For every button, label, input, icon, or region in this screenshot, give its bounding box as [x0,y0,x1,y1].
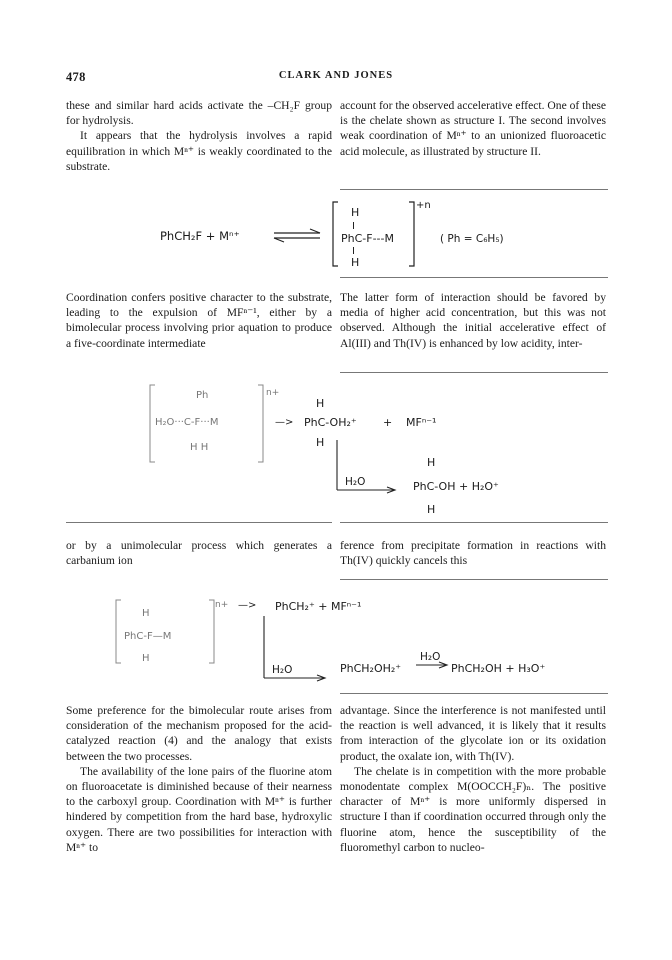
reactant-text: PhCH₂F + Mⁿ⁺ [160,229,240,243]
paragraph: or by a unimolecular process which generates a carbanium ion [66,539,332,568]
top-hydrogen: H [316,397,325,410]
paragraph: It appears that the hydrolysis involves a rapid equilibration in which Mⁿ⁺ is weakly coordinated to the substrate. [66,129,332,173]
carbonium-ion: PhCH₂⁺ + MFⁿ⁻¹ [275,600,362,613]
bottom-hydrogen: H [316,436,325,449]
protonated-alcohol: PhCH₂OH₂⁺ [340,662,402,675]
bracket-right [209,600,214,663]
column-rule [340,693,608,694]
water-label: H₂O [272,664,293,676]
bottom-hydrogen: H [351,256,360,269]
final-products: PhCH₂OH + H₃O⁺ [451,662,546,675]
page-number: 478 [66,70,86,84]
fluoride-complex: PhC-F—M [124,631,172,642]
paragraph: The chelate is in competition with the more probable monodentate complex M(OOCCH₂F)ₙ. The positive character of Mⁿ⁺ is more uniformly dispersed in structure I than if coordination occurred through only the fluorine atom, hence the susceptibility of the fluoromethyl carbon to nucleo- [340,764,606,854]
aquated-ring: H₂O···C-F···M [155,417,219,428]
top-hydrogen: H [351,206,360,219]
product-bottom-hydrogen: H [427,503,436,516]
water-label: H₂O [345,476,366,488]
phenyl-label: Ph [196,390,209,401]
bracket-left [116,600,121,663]
paragraph: Coordination confers positive character to the substrate, leading to the expulsion of MFⁿ⁻¹, either by a bimolecular process involving prior aquation to produce a five-coordinate intermediate [66,291,332,350]
paragraph: The availability of the lone pairs of the fluorine atom on fluoroacetate is diminished because of their nearness to the carboxyl group. Coordination with Mⁿ⁺ is further hindered by competition from the hard base, hydroxylic oxygen. There are two possibilities for interaction with Mⁿ⁺ to [66,764,332,854]
phenyl-note: ( Ph = C₆H₅) [440,233,504,245]
top-hydrogen: H [142,608,150,619]
charge-label: n+ [215,600,229,610]
paragraph: advantage. Since the interference is not manifested until the reaction is well advanced, it is likely that it results from interaction of the glycolate ion or its oxidation product, the oxalate ion, with Th(IV). [340,704,606,763]
charge-label: +n [416,200,431,211]
product-top-hydrogen: H [427,456,436,469]
charge-label: n+ [266,388,280,398]
paragraph: Some preference for the bimolecular route arises from consideration of the mechanism proposed for the acid-catalyzed reaction (4) and the analogy that exists between the two processes. [66,704,332,763]
metal-fluoride: MFⁿ⁻¹ [406,416,437,429]
reaction-arrow: —> [238,600,257,611]
paragraph: The latter form of interaction should be favored by media of higher acid concentration, but this was not observed. Although the initial accelerative effect of Al(III) and Th(IV) is enhanced by low acidity, inter- [340,291,606,350]
running-head: CLARK AND JONES [278,70,394,81]
ring-hydrogens: H H [190,442,209,453]
paragraph: account for the observed accelerative effect. One of these is the chelate shown as structure I. The second involves weak coordination of Mⁿ⁺ to an unionized fluoroacetic acid molecule, as illustrated by structure II. [340,99,606,158]
alcohol-product: PhC-OH + H₂O⁺ [413,480,499,493]
water-label-2: H₂O [420,651,441,663]
paragraph: these and similar hard acids activate the –CH₂F group for hydrolysis. [66,99,332,128]
bond-mark: I [352,221,355,232]
center-group: PhC-F---M [341,232,394,245]
bottom-hydrogen: H [142,653,150,664]
right-column-paragraphs-4 [340,703,606,855]
oxonium-cation: PhC-OH₂⁺ [304,416,357,429]
plus-sign: + [383,416,393,429]
paragraph: ference from precipitate formation in reactions with Th(IV) quickly cancels this [340,539,606,568]
reaction-arrow: —> [275,417,294,428]
bond-mark: I [352,246,355,257]
left-column-paragraphs-4 [66,703,332,855]
